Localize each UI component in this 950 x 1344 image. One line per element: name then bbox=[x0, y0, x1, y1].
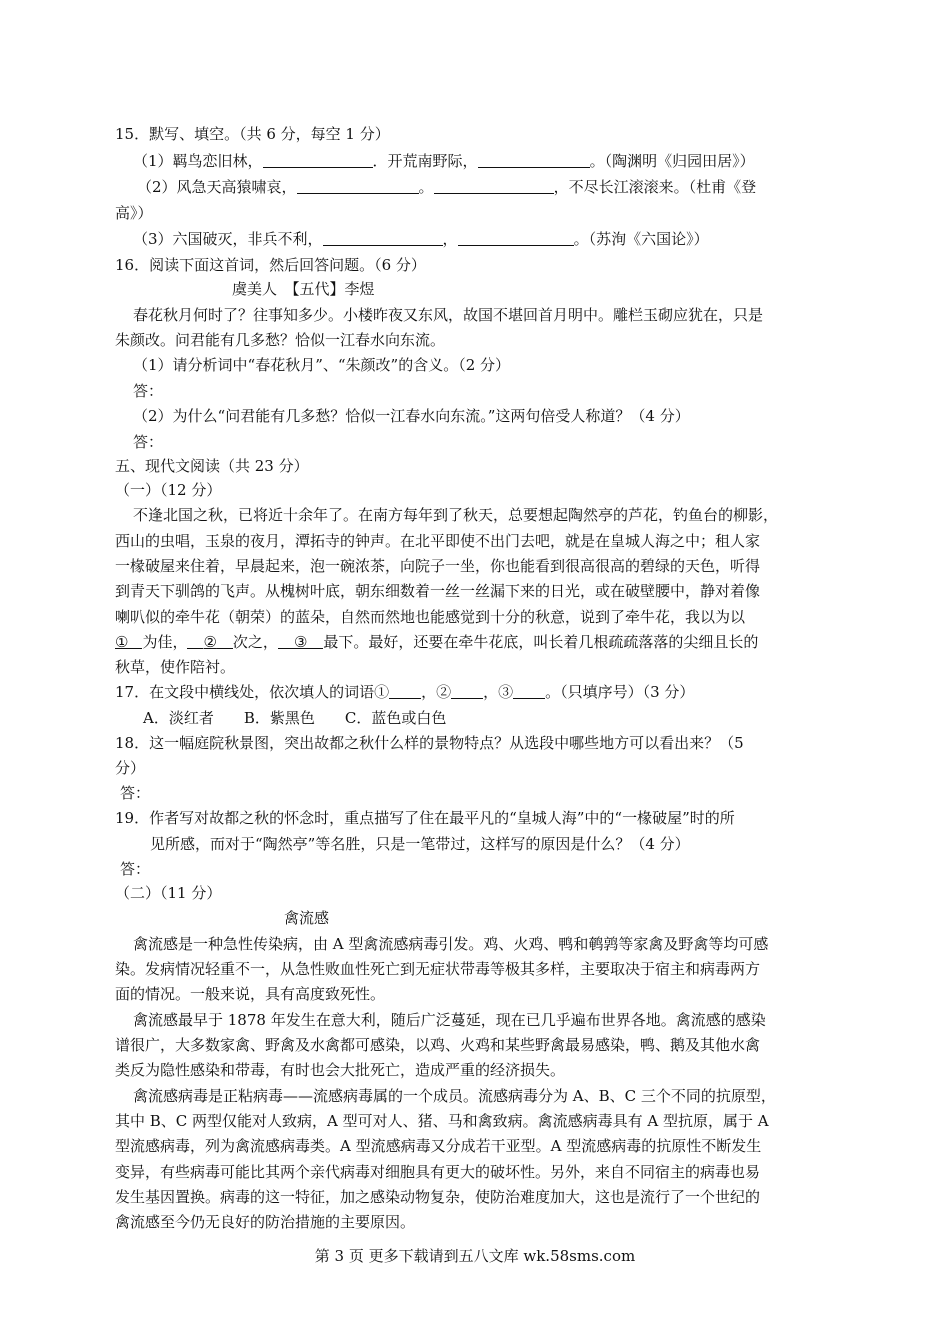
q15-line3 bbox=[133, 229, 709, 249]
blank-marker: ② bbox=[203, 633, 217, 651]
q15-text: ．开荒南野际， bbox=[372, 152, 478, 170]
paragraph-line bbox=[115, 632, 758, 652]
paragraph-line: 禽流感病毒是正粘病毒——流感病毒属的一个成员。流感病毒分为 A、B、C 三个不同的抗原型， bbox=[133, 1087, 776, 1105]
article-title: 禽流感 bbox=[284, 909, 330, 927]
paragraph-line: 发生基因置换。病毒的这一特征，加之感染动物复杂，使防治难度加大，这也是流行了一个世纪的 bbox=[115, 1188, 761, 1206]
q17-text: ，② bbox=[421, 683, 452, 701]
q15-line1 bbox=[133, 151, 755, 171]
q15-text: （2）风急天高猿啸哀， bbox=[137, 178, 297, 196]
q16-sub2: （2）为什么“问君能有几多愁？恰似一江春水向东流。”这两句倍受人称道？（4 分） bbox=[133, 407, 690, 425]
paragraph-line: 型流感病毒，列为禽流感病毒类。A 型流感病毒又分成若干亚型。A 型流感病毒的抗原性不断发生 bbox=[115, 1137, 762, 1155]
blank-marker: ① bbox=[115, 633, 129, 651]
paragraph-line: 喇叭似的牵牛花（朝荣）的蓝朵，自然而然地也能感觉到十分的秋意，说到了牵牛花，我以为以 bbox=[115, 608, 746, 626]
q15-title: 15．默写、填空。（共 6 分，每空 1 分） bbox=[115, 125, 390, 143]
paragraph-line: 染。发病情况轻重不一，从急性败血性死亡到无症状带毒等极其多样，主要取决于宿主和病毒两方 bbox=[115, 960, 761, 978]
answer-blank[interactable] bbox=[297, 178, 419, 194]
answer-label: 答： bbox=[133, 382, 164, 400]
answer-label: 答： bbox=[120, 860, 151, 878]
paragraph-line: 到青天下驯鸽的飞声。从槐树叶底，朝东细数着一丝一丝漏下来的日光，或在破壁腰中，静对着像 bbox=[115, 582, 761, 600]
q15-text: ， bbox=[442, 230, 458, 248]
paragraph-text: 为佳， bbox=[142, 633, 188, 651]
page-footer: 第 3 页 更多下载请到五八文库 wk.58sms.com bbox=[314, 1247, 636, 1265]
answer-blank[interactable] bbox=[389, 683, 421, 699]
paragraph-line: 禽流感是一种急性传染病，由 A 型禽流感病毒引发。鸡、火鸡、鸭和鹌鹑等家禽及野禽等均可感 bbox=[133, 935, 769, 953]
q15-line2-cont: 高》） bbox=[115, 204, 153, 222]
paragraph-line: 变异，有些病毒可能比其两个亲代病毒对细胞具有更大的破坏性。另外，来自不同宿主的病毒也易 bbox=[115, 1163, 761, 1181]
paragraph-line: 西山的虫唱，玉泉的夜月，潭拓寺的钟声。在北平即使不出门去吧，就是在皇城人海之中；租人家 bbox=[115, 532, 761, 550]
part-title: （一）（12 分） bbox=[115, 481, 222, 499]
paragraph-text: 次之， bbox=[232, 633, 278, 651]
answer-blank[interactable] bbox=[513, 683, 545, 699]
paragraph-line: 谱很广，大多数家禽、野禽及水禽都可感染，以鸡、火鸡和某些野禽最易感染，鸭、鹅及其他水禽 bbox=[115, 1036, 761, 1054]
answer-blank[interactable] bbox=[187, 633, 203, 649]
answer-blank[interactable] bbox=[434, 178, 554, 194]
poem-line: 春花秋月何时了？往事知多少。小楼昨夜又东风，故国不堪回首月明中。雕栏玉砌应犹在，只是 bbox=[133, 306, 764, 324]
answer-blank[interactable] bbox=[323, 230, 443, 246]
paragraph-line: 一椽破屋来住着，早晨起来，泡一碗浓茶，向院子一坐，你也能看到很高很高的碧绿的天色，听得 bbox=[115, 557, 761, 575]
q18-line: 18．这一幅庭院秋景图，突出故都之秋什么样的景物特点？从选段中哪些地方可以看出来？（5 bbox=[115, 734, 744, 752]
q17-text: ，③ bbox=[483, 683, 514, 701]
q15-text: （3）六国破灭，非兵不利， bbox=[133, 230, 323, 248]
answer-blank[interactable] bbox=[128, 633, 142, 649]
q18-line: 分） bbox=[115, 759, 146, 777]
paragraph-line: 禽流感最早于 1878 年发生在意大利，随后广泛蔓延，现在已几乎遍布世界各地。禽流感的感染 bbox=[133, 1011, 766, 1029]
blank-marker: ③ bbox=[293, 633, 308, 651]
answer-blank[interactable] bbox=[278, 633, 294, 649]
q17-text: 。（只填序号）（3 分） bbox=[545, 683, 695, 701]
paragraph-line: 秋草，使作陪衬。 bbox=[115, 658, 236, 676]
paragraph-line: 禽流感至今仍无良好的防治措施的主要原因。 bbox=[115, 1213, 416, 1231]
answer-blank[interactable] bbox=[458, 230, 574, 246]
answer-label: 答： bbox=[133, 433, 164, 451]
q15-text: 。 bbox=[418, 178, 434, 196]
q16-title: 16．阅读下面这首词，然后回答问题。（6 分） bbox=[115, 256, 426, 274]
q17-line bbox=[115, 682, 694, 702]
q15-text: ，不尽长江滚滚来。（杜甫《登 bbox=[553, 178, 757, 196]
answer-blank[interactable] bbox=[451, 683, 483, 699]
paragraph-line: 不逢北国之秋，已将近十余年了。在南方每年到了秋天，总要想起陶然亭的芦花，钓鱼台的柳影， bbox=[133, 506, 779, 524]
paragraph-line: 其中 B、C 两型仅能对人致病，A 型可对人、猪、马和禽致病。禽流感病毒具有 A 型抗原，属于 A bbox=[115, 1112, 769, 1130]
poem-title: 虞美人 【五代】李煜 bbox=[232, 280, 375, 298]
answer-label: 答： bbox=[120, 784, 151, 802]
q15-text: （1）羁鸟恋旧林， bbox=[133, 152, 263, 170]
q17-text: 17．在文段中横线处，依次填人的词语① bbox=[115, 683, 390, 701]
part-title: （二）（11 分） bbox=[115, 884, 222, 902]
q15-line2 bbox=[137, 177, 756, 197]
paragraph-text: 最下。最好，还要在牵牛花底，叫长着几根疏疏落落的尖细且长的 bbox=[323, 633, 759, 651]
answer-blank[interactable] bbox=[217, 633, 233, 649]
answer-blank[interactable] bbox=[307, 633, 323, 649]
paragraph-line: 面的情况。一般来说，具有高度致死性。 bbox=[115, 985, 386, 1003]
poem-line: 朱颜改。问君能有几多愁？恰似一江春水向东流。 bbox=[115, 331, 446, 349]
paragraph-line: 类反为隐性感染和带毒，有时也会大批死亡，造成严重的经济损失。 bbox=[115, 1061, 566, 1079]
q17-options: A．淡红者 B．紫黑色 C．蓝色或白色 bbox=[143, 709, 447, 727]
section-title: 五、现代文阅读（共 23 分） bbox=[115, 457, 309, 475]
q19-line: 见所感，而对于“陶然亭”等名胜，只是一笔带过，这样写的原因是什么？（4 分） bbox=[150, 835, 690, 853]
answer-blank[interactable] bbox=[263, 152, 373, 168]
answer-blank[interactable] bbox=[478, 152, 590, 168]
q15-text: 。（陶渊明《归园田居》） bbox=[589, 152, 755, 170]
q19-line: 19．作者写对故都之秋的怀念时，重点描写了住在最平凡的“皇城人海”中的“一椽破屋”时的所 bbox=[115, 809, 735, 827]
q15-text: 。（苏洵《六国论》） bbox=[573, 230, 709, 248]
q16-sub1: （1）请分析词中“春花秋月”、“朱颜改”的含义。（2 分） bbox=[133, 356, 511, 374]
